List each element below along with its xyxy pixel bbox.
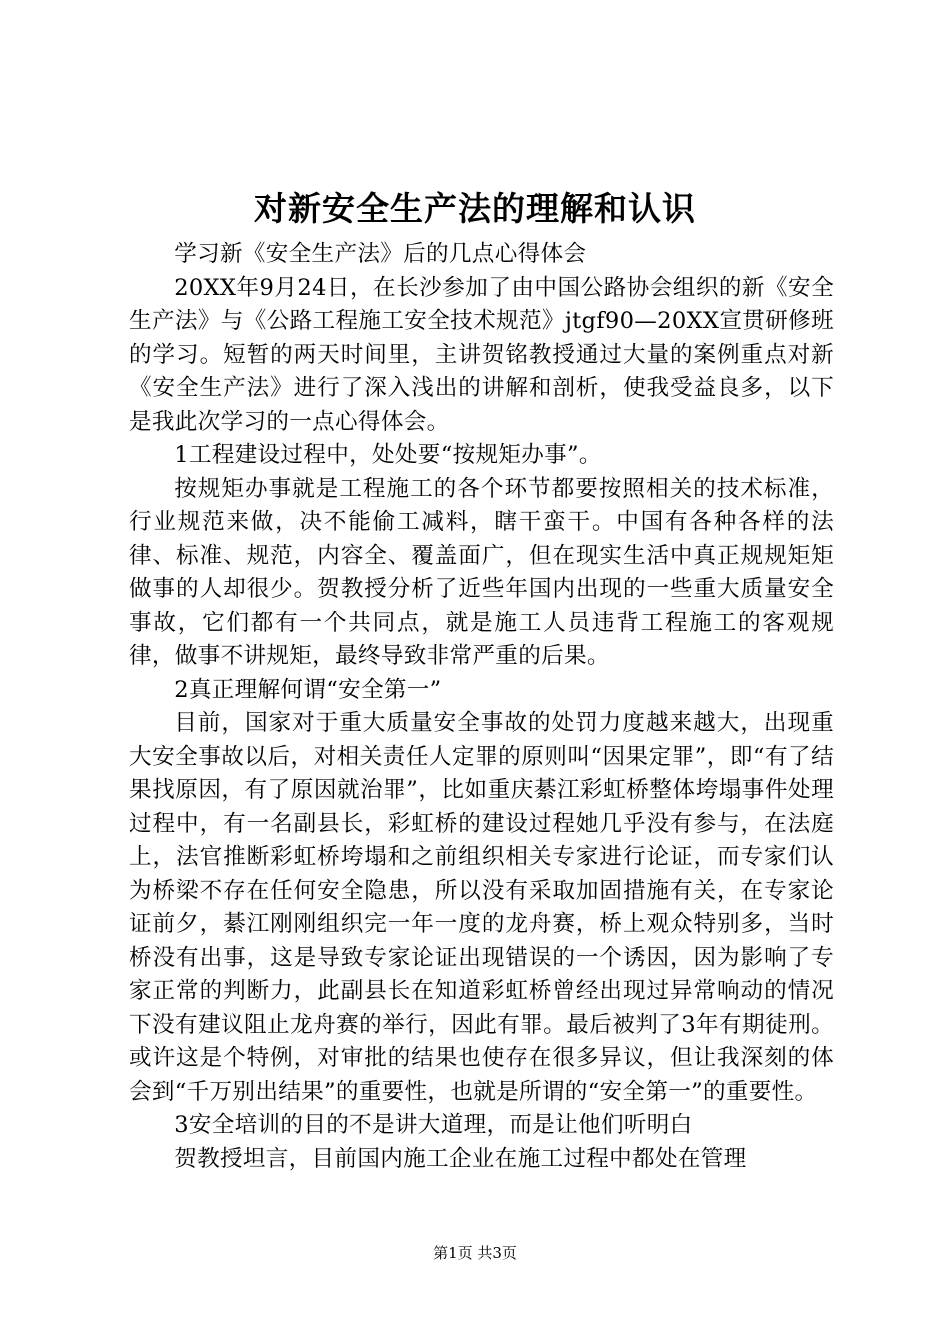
document-body	[129, 238, 834, 1176]
section-heading-2: 2真正理解何谓“安全第一”	[174, 676, 442, 703]
section-heading-1: 1工程建设过程中，处处要“按规矩办事”。	[174, 442, 602, 468]
body-paragraph: 目前，国家对于重大质量安全事故的处罚力度越来越大，出现重大安全事故以后，对相关责任人定罪的原则叫“因果定罪”，即“有了结果找原因，有了原因就治罪”，比如重庆綦江彩虹桥整体垮塌事件处理过程中，有一名副县长，彩虹桥的建设过程她几乎没有参与，在法庭上，法官推断彩虹桥垮塌和之前组织相关专家进行论证，而专家们认为桥梁不存在任何安全隐患，所以没有采取加固措施有关，在专家论证前夕，綦江刚刚组织完一年一度的龙舟赛，桥上观众特别多，当时桥没有出事，这是导致专家论证出现错误的一个诱因，因为影响了专家正常的判断力，此副县长在知道彩虹桥曾经出现过异常响动的情况下没有建议阻止龙舟赛的举行，因此有罪。最后被判了3年有期徒刑。或许这是个特例，对审批的结果也使存在很多异议，但让我深刻的体会到“千万别出结果”的重要性，也就是所谓的“安全第一”的重要性。	[129, 710, 834, 1105]
page-footer: 第1页 共3页	[433, 1244, 517, 1262]
body-paragraph: 按规矩办事就是工程施工的各个环节都要按照相关的技术标准，行业规范来做，决不能偷工减料，瞎干蛮干。中国有各种各样的法律、标准、规范，内容全、覆盖面广，但在现实生活中真正规规矩矩做事的人却很少。贺教授分析了近些年国内出现的一些重大质量安全事故，它们都有一个共同点，就是施工人员违背工程施工的客观规律，做事不讲规矩，最终导致非常严重的后果。	[129, 475, 834, 669]
subtitle-paragraph: 学习新《安全生产法》后的几点心得体会	[174, 241, 587, 267]
body-paragraph: 20XX年9月24日，在长沙参加了由中国公路协会组织的新《安全生产法》与《公路工程施工安全技术规范》jtgf90—20XX宣贯研修班的学习。短暂的两天时间里，主讲贺铭教授通过大量的案例重点对新《安全生产法》进行了深入浅出的讲解和剖析，使我受益良多，以下是我此次学习的一点心得体会。	[129, 274, 834, 435]
document-title: 对新安全生产法的理解和认识	[254, 189, 696, 228]
body-paragraph: 贺教授坦言，目前国内施工企业在施工过程中都处在管理	[174, 1145, 747, 1172]
section-heading-3: 3安全培训的目的不是讲大道理，而是让他们听明白	[174, 1112, 693, 1138]
